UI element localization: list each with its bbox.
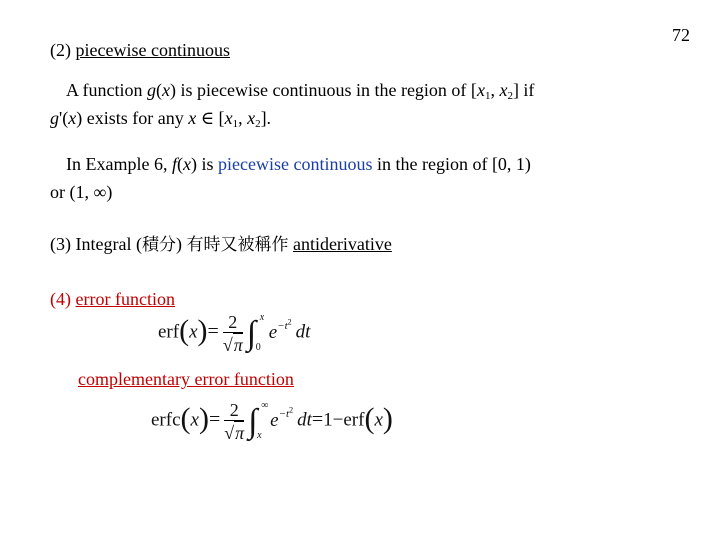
equals-sign: = [207, 320, 219, 343]
antiderivative-term: antiderivative [292, 234, 392, 254]
text: ) [175, 234, 187, 254]
definition-line-1 [66, 79, 534, 101]
differential: dt [295, 321, 311, 343]
integral-sign: ∫ ∞ x [248, 400, 269, 441]
page-number: 72 [672, 25, 690, 45]
text: ∈ [ [196, 108, 225, 128]
text: (3) Integral ( [50, 234, 142, 254]
upper-limit: ∞ [261, 400, 269, 411]
text: , [490, 80, 500, 100]
section-heading-piecewise [50, 39, 230, 61]
var-g: g [147, 80, 156, 100]
heading-number: (4) [50, 289, 76, 309]
heading-term: piecewise continuous [75, 40, 230, 60]
subscript: 1 [232, 118, 239, 130]
chinese-text: 積分 [141, 235, 176, 255]
erf-arg: x [189, 321, 198, 343]
example-line-1 [66, 153, 531, 175]
differential: dt [297, 409, 312, 431]
var-x: x [183, 154, 191, 174]
erfc-name: erfc [151, 409, 181, 431]
error-function-term: error function [75, 289, 175, 309]
example-line-2: or (1, ∞) [50, 182, 113, 202]
highlighted-term: piecewise continuous [218, 154, 373, 174]
paren: ( [364, 401, 375, 435]
numerator: 2 [223, 312, 243, 333]
paren: ) [382, 401, 393, 435]
subscript: 1 [484, 90, 491, 102]
var-f: f [171, 154, 177, 174]
exponent: −t2 [278, 405, 294, 420]
numerator: 2 [224, 400, 244, 421]
exponent: −t2 [277, 317, 292, 332]
text: '( [59, 108, 69, 128]
text: ( [177, 154, 183, 174]
erfc-formula [151, 400, 393, 444]
erf-formula [158, 312, 310, 356]
lower-limit: x [257, 430, 262, 441]
denominator: √π [224, 423, 245, 443]
chinese-text: 有時又被稱作 [186, 235, 289, 255]
var-x: x [188, 108, 197, 128]
coefficient-fraction [224, 400, 244, 444]
text: ]. [260, 108, 272, 128]
text: In Example 6, [66, 154, 172, 174]
complementary-heading [78, 368, 294, 390]
text: ( [156, 80, 162, 100]
minus-sign: − [332, 409, 344, 431]
integral-sign: ∫ x 0 [246, 312, 265, 353]
denominator: √π [222, 335, 243, 355]
section-heading-integral [50, 233, 392, 256]
var-x: x [68, 108, 77, 128]
var-x2: x [247, 108, 256, 128]
var-x1: x [476, 80, 485, 100]
var-x1: x [224, 108, 233, 128]
var-x2: x [499, 80, 508, 100]
coefficient-fraction [223, 312, 243, 356]
paren: ) [197, 313, 208, 347]
var-x: x [162, 80, 170, 100]
integrand-e: e [270, 409, 279, 431]
equals-sign: = [311, 408, 324, 431]
text: A function [66, 80, 147, 100]
integrand-e: e [268, 321, 278, 343]
paren: ( [179, 313, 190, 347]
definition-line-2 [50, 107, 271, 129]
rhs-arg: x [374, 409, 383, 431]
text: ] if [512, 80, 535, 100]
text: ) is [191, 154, 218, 174]
text: , [238, 108, 248, 128]
rhs-erf-name: erf [343, 409, 365, 431]
text: ) exists for any [76, 108, 189, 128]
complementary-error-function-term: complementary error function [78, 369, 294, 389]
paren: ) [198, 401, 209, 435]
subscript: 2 [507, 90, 513, 102]
text: in the region of [0, 1) [372, 154, 531, 174]
paren: ( [180, 401, 191, 435]
subscript: 2 [255, 118, 261, 130]
pi-symbol: π [235, 423, 245, 443]
equals-sign: = [208, 408, 221, 431]
text: ) is piecewise continuous in the region of [ [170, 80, 477, 100]
erfc-arg: x [190, 409, 199, 431]
rhs-one: 1 [323, 409, 333, 431]
erf-name: erf [158, 321, 180, 343]
pi-symbol: π [233, 335, 243, 355]
var-g: g [50, 108, 59, 128]
heading-number: (2) [50, 40, 76, 60]
lower-limit: 0 [255, 342, 261, 353]
upper-limit: x [259, 312, 265, 323]
section-heading-erf [50, 288, 175, 310]
